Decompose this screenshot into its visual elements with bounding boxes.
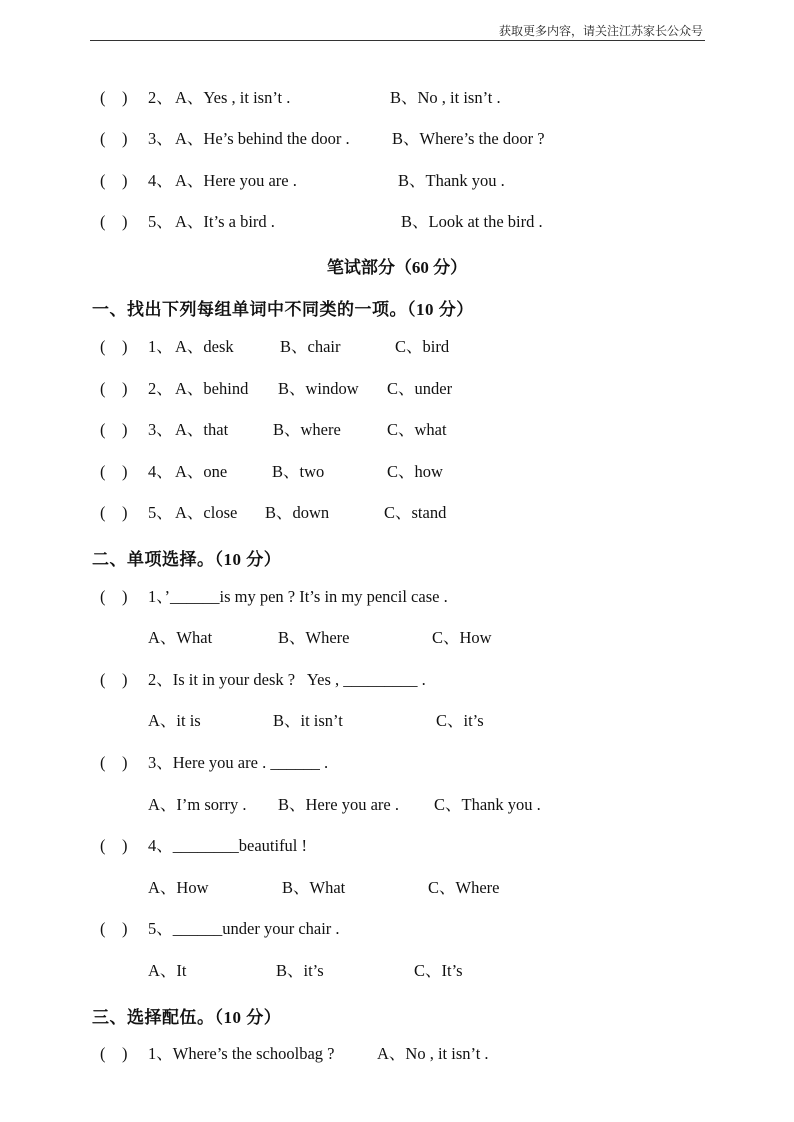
option-c: C、how (387, 462, 443, 481)
option-a: A、What (148, 628, 213, 647)
option-c: C、Thank you . (434, 795, 541, 814)
answer-paren[interactable]: ( ) (100, 379, 128, 398)
option-b: B、window (278, 379, 359, 398)
option-b: B、Here you are . (278, 795, 399, 814)
option-a: A、Here you are . (175, 171, 297, 190)
question-text: 3、Here you are . ______ . (148, 753, 329, 772)
option-a: A、close (175, 503, 238, 522)
option-a: A、I’m sorry . (148, 795, 247, 814)
option-a: A、one (175, 462, 228, 481)
option-a: A、It’s a bird . (175, 212, 275, 231)
option-c: C、bird (395, 337, 450, 356)
option-a: A、How (148, 878, 209, 897)
question-number: 5、 (148, 212, 173, 231)
option-a: A、behind (175, 379, 249, 398)
option-c: C、Where (428, 878, 500, 897)
answer-paren[interactable]: ( ) (100, 462, 128, 481)
option-c: C、How (432, 628, 492, 647)
answer-paren[interactable]: ( ) (100, 670, 128, 689)
answer-paren[interactable]: ( ) (100, 919, 128, 938)
section2-title: 二、单项选择。（10 分） (92, 550, 282, 569)
written-section-title: 笔试部分（60 分） (326, 258, 468, 277)
option-b: B、two (272, 462, 325, 481)
question-text: 2、Is it in your desk ? Yes , _________ . (148, 670, 426, 689)
option-c: C、what (387, 420, 447, 439)
answer-paren[interactable]: ( ) (100, 753, 128, 772)
header-text: 获取更多内容，请关注江苏家长公众号 (498, 24, 703, 38)
answer-paren[interactable]: ( ) (100, 129, 128, 148)
option-b: B、it isn’t (273, 711, 343, 730)
option-c: C、it’s (436, 711, 484, 730)
question-text: 5、______under your chair . (148, 919, 340, 938)
option-c: C、stand (384, 503, 447, 522)
answer-paren[interactable]: ( ) (100, 420, 128, 439)
option-a: A、No , it isn’t . (377, 1044, 489, 1063)
question-number: 3、 (148, 420, 173, 439)
question-number: 2、 (148, 379, 173, 398)
option-b: B、down (265, 503, 330, 522)
question-number: 1、 (148, 337, 173, 356)
option-b: B、Thank you . (398, 171, 505, 190)
question-text: 4、________beautiful ! (148, 836, 308, 855)
option-a: A、He’s behind the door . (175, 129, 350, 148)
header-rule (90, 40, 705, 41)
option-c: C、under (387, 379, 453, 398)
option-a: A、that (175, 420, 229, 439)
option-b: B、chair (280, 337, 341, 356)
answer-paren[interactable]: ( ) (100, 88, 128, 107)
section3-title: 三、选择配伍。（10 分） (92, 1008, 282, 1027)
question-number: 2、 (148, 88, 173, 107)
answer-paren[interactable]: ( ) (100, 337, 128, 356)
option-b: B、Look at the bird . (401, 212, 543, 231)
answer-paren[interactable]: ( ) (100, 212, 128, 231)
option-b: B、Where’s the door ? (392, 129, 545, 148)
option-a: A、desk (175, 337, 234, 356)
answer-paren[interactable]: ( ) (100, 1044, 128, 1063)
option-a: A、it is (148, 711, 201, 730)
option-c: C、It’s (414, 961, 463, 980)
option-b: B、No , it isn’t . (390, 88, 501, 107)
option-b: B、What (282, 878, 346, 897)
answer-paren[interactable]: ( ) (100, 171, 128, 190)
question-text: 1、Where’s the schoolbag ? (148, 1044, 335, 1063)
option-b: B、it’s (276, 961, 324, 980)
option-b: B、where (273, 420, 341, 439)
option-b: B、Where (278, 628, 350, 647)
question-text: 1、’______is my pen ? It’s in my pencil case . (148, 587, 448, 606)
answer-paren[interactable]: ( ) (100, 836, 128, 855)
question-number: 3、 (148, 129, 173, 148)
question-number: 5、 (148, 503, 173, 522)
option-a: A、Yes , it isn’t . (175, 88, 291, 107)
answer-paren[interactable]: ( ) (100, 503, 128, 522)
section1-title: 一、找出下列每组单词中不同类的一项。（10 分） (92, 300, 474, 319)
option-a: A、It (148, 961, 187, 980)
answer-paren[interactable]: ( ) (100, 587, 128, 606)
question-number: 4、 (148, 171, 173, 190)
question-number: 4、 (148, 462, 173, 481)
